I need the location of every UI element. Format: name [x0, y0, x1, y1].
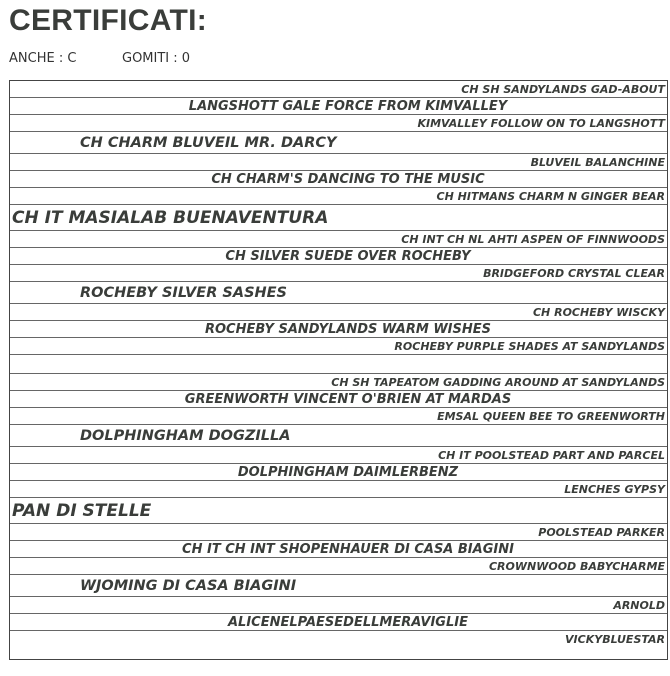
- health-certificates: [9, 51, 191, 66]
- dog-name: CH IT MASIALAB BUENAVENTURA: [12, 207, 329, 228]
- pedigree-row: [10, 408, 667, 425]
- pedigree-row: [10, 154, 667, 171]
- dog-name: BLUVEIL BALANCHINE: [530, 155, 665, 169]
- dog-name: CH IT CH INT SHOPENHAUER DI CASA BIAGINI: [182, 541, 514, 557]
- pedigree-row: [10, 248, 667, 265]
- dog-name: CH HITMANS CHARM N GINGER BEAR: [436, 189, 665, 203]
- pedigree-row: [10, 631, 667, 648]
- dog-name: VICKYBLUESTAR: [565, 633, 665, 646]
- pedigree-row: [10, 205, 667, 231]
- pedigree-row: [10, 355, 667, 374]
- pedigree-row: [10, 575, 667, 597]
- pedigree-row: [10, 597, 667, 614]
- pedigree-row: [10, 304, 667, 321]
- dog-name: ROCHEBY PURPLE SHADES AT SANDYLANDS: [394, 339, 665, 353]
- pedigree-row: [10, 614, 667, 631]
- elbow-score: GOMITI : 0: [122, 51, 191, 66]
- pedigree-row: [10, 132, 667, 154]
- pedigree-row: [10, 498, 667, 524]
- hip-score: ANCHE : C: [9, 51, 77, 66]
- dog-name: CH SH TAPEATOM GADDING AROUND AT SANDYLANDS: [331, 375, 665, 389]
- pedigree-row: [10, 524, 667, 541]
- dog-name: KIMVALLEY FOLLOW ON TO LANGSHOTT: [417, 116, 665, 130]
- dog-name: ALICENELPAESEDELLMERAVIGLIE: [228, 614, 468, 630]
- dog-name: GREENWORTH VINCENT O'BRIEN AT MARDAS: [184, 391, 512, 407]
- dog-name: ROCHEBY SANDYLANDS WARM WISHES: [205, 321, 491, 337]
- pedigree-row: [10, 171, 667, 188]
- pedigree-row: [10, 115, 667, 132]
- dog-name: LENCHES GYPSY: [564, 482, 665, 496]
- pedigree-row: [10, 464, 667, 481]
- dog-name: CH ROCHEBY WISCKY: [532, 305, 665, 319]
- pedigree-row: [10, 338, 667, 355]
- dog-name: WJOMING DI CASA BIAGINI: [80, 577, 297, 594]
- pedigree-row: [10, 447, 667, 464]
- dog-name: PAN DI STELLE: [12, 500, 152, 521]
- dog-name: LANGSHOTT GALE FORCE FROM KIMVALLEY: [188, 98, 508, 114]
- dog-name: BRIDGEFORD CRYSTAL CLEAR: [483, 266, 665, 280]
- pedigree-row: [10, 98, 667, 115]
- pedigree-row: [10, 425, 667, 447]
- pedigree-row: [10, 282, 667, 304]
- pedigree-row: [10, 391, 667, 408]
- dog-name: CH SILVER SUEDE OVER ROCHEBY: [225, 248, 471, 264]
- dog-name: CH INT CH NL AHTI ASPEN OF FINNWOODS: [401, 232, 665, 246]
- pedigree-row: [10, 265, 667, 282]
- dog-name: POOLSTEAD PARKER: [538, 525, 665, 539]
- dog-name: DOLPHINGHAM DOGZILLA: [80, 427, 291, 444]
- dog-name: CH CHARM BLUVEIL MR. DARCY: [80, 134, 337, 151]
- dog-name: CH IT POOLSTEAD PART AND PARCEL: [438, 448, 665, 462]
- dog-name: ROCHEBY SILVER SASHES: [80, 284, 287, 301]
- dog-name: CH SH SANDYLANDS GAD-ABOUT: [461, 82, 665, 96]
- pedigree-row: [10, 231, 667, 248]
- page-title: CERTIFICATI:: [9, 4, 208, 37]
- pedigree-row: [10, 481, 667, 498]
- dog-name: DOLPHINGHAM DAIMLERBENZ: [237, 464, 459, 480]
- dog-name: CH CHARM'S DANCING TO THE MUSIC: [211, 171, 485, 187]
- pedigree-row: [10, 374, 667, 391]
- dog-name: ARNOLD: [613, 598, 665, 612]
- pedigree-row: [10, 188, 667, 205]
- pedigree-table: [9, 80, 668, 660]
- pedigree-row: [10, 558, 667, 575]
- pedigree-row: [10, 541, 667, 558]
- pedigree-row: [10, 321, 667, 338]
- pedigree-row: [10, 81, 667, 98]
- dog-name: CROWNWOOD BABYCHARME: [488, 559, 665, 573]
- dog-name: EMSAL QUEEN BEE TO GREENWORTH: [437, 409, 665, 423]
